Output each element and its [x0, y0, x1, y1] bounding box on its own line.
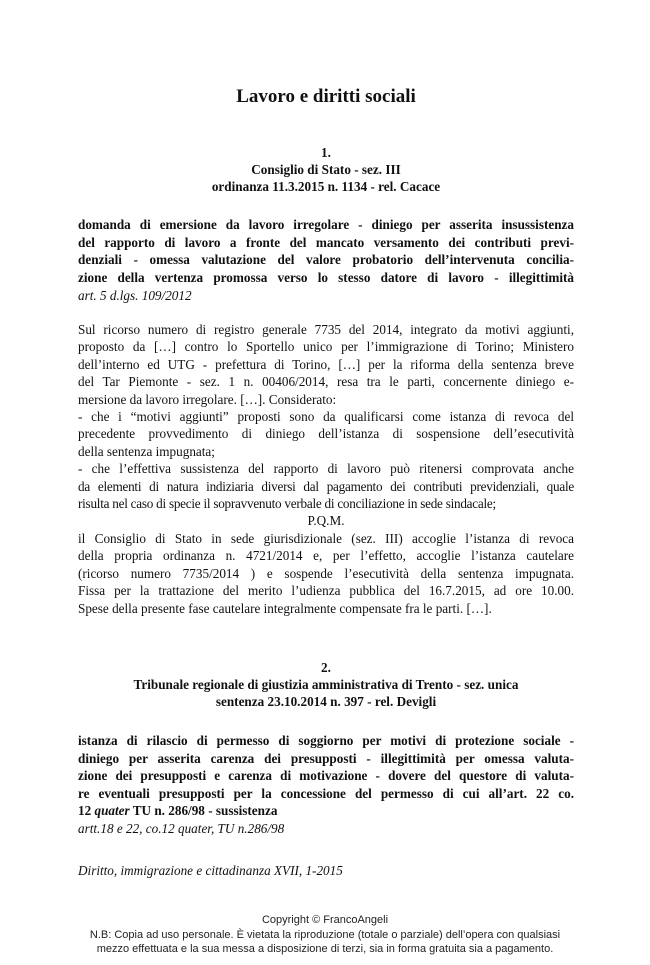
section-1-body: [78, 321, 574, 617]
section-1-court: Consiglio di Stato - sez. III: [251, 162, 401, 177]
body-line: mersione da lavoro irregolare. […]. Considerato:: [78, 391, 337, 407]
decision-line: Spese della presente fase cautelare integralmente compensate fra le parti. […].: [78, 600, 492, 616]
massima-line: denziali - omessa valutazione del valore probatorio dell’intervenuta concilia-: [78, 252, 574, 268]
body-line: risulta nel caso di specie il sopravvenuto verbale di conciliazione in sede sindacale;: [78, 496, 496, 512]
body-line: da elementi di natura indiziaria diversi dal pagamento dei contributi previdenziali, quale: [78, 478, 574, 494]
massima-text: 12: [78, 803, 95, 819]
massima-text: TU n. 286/98 - sussistenza: [129, 803, 278, 819]
page-title: Lavoro e diritti sociali: [236, 86, 416, 107]
decision-line: Fissa per la trattazione del merito l’udienza pubblica del 16.7.2015, ad ore 10.00.: [78, 583, 574, 599]
section-1-massima: [78, 216, 574, 286]
decision-line: il Consiglio di Stato in sede giurisdizionale (sez. III) accoglie l’istanza di revoca: [78, 530, 574, 546]
journal-citation: Diritto, immigrazione e cittadinanza XVII, 1-2015: [78, 863, 343, 878]
copyright-note: mezzo effettuata e la sua messa a disposizione di terzi, sia in forma gratuita sia a pagamento.: [96, 943, 554, 955]
pqm-heading: P.Q.M.: [307, 513, 345, 529]
copyright-footer: [0, 913, 650, 957]
decision-line: della propria ordinanza n. 4721/2014 e, per l’effetto, accoglie l’istanza cautelare: [78, 548, 574, 564]
massima-italic-text: quater: [94, 803, 130, 819]
section-2-header: [78, 659, 574, 710]
copyright-line: Copyright © FrancoAngeli: [261, 914, 389, 926]
body-line: - che i “motivi aggiunti” proposti sono da qualificarsi come istanza di revoca del: [78, 409, 574, 425]
section-2-law-reference: artt.18 e 22, co.12 quater, TU n.286/98: [78, 821, 285, 836]
section-2-massima: [78, 732, 574, 820]
section-1-number: 1.: [321, 145, 331, 160]
body-line: proposto da […] contro lo Sportello unico per l’immigrazione di Torino; Ministero: [78, 339, 574, 355]
massima-line: re eventuali presupposti per la concessione del permesso di cui all’art. 22 co.: [78, 785, 574, 801]
massima-line: domanda di emersione da lavoro irregolare - diniego per asserita insussistenza: [78, 217, 574, 232]
body-line: - che l’effettiva sussistenza del rapporto di lavoro può ritenersi comprovata anche: [78, 461, 574, 477]
massima-line: diniego per asserita carenza dei presupposti - illegittimità per omessa valuta-: [78, 750, 574, 766]
body-line: dell’interno ed UTG - prefettura di Torino, […] per la riforma della sentenza breve: [78, 356, 574, 372]
section-2-court: Tribunale regionale di giustizia amministrativa di Trento - sez. unica: [133, 677, 519, 692]
section-2-number: 2.: [321, 660, 331, 675]
copyright-note: N.B: Copia ad uso personale. È vietata la riproduzione (totale o parziale) dell’opera con qualsiasi: [89, 928, 561, 941]
body-line: precedente provvedimento di diniego dell’istanza di sospensione dell’esecutività: [78, 426, 574, 442]
section-1-ruling: ordinanza 11.3.2015 n. 1134 - rel. Cacace: [211, 179, 441, 194]
section-1-law-reference: art. 5 d.lgs. 109/2012: [78, 288, 192, 303]
massima-line: istanza di rilascio di permesso di soggiorno per motivi di protezione sociale -: [78, 733, 574, 748]
section-2-ruling: sentenza 23.10.2014 n. 397 - rel. Devigli: [215, 694, 437, 709]
body-line: Sul ricorso numero di registro generale 7735 del 2014, integrato da motivi aggiunti,: [78, 322, 574, 337]
section-1-header: [78, 144, 574, 195]
body-line: del Tar Piemonte - sez. 1 n. 00406/2014, resa tra le parti, concernente diniego e-: [78, 374, 574, 390]
massima-line: zione dei presupposti e carenza di motivazione - dovere del questore di valuta-: [78, 768, 574, 784]
body-line: della sentenza impugnata;: [78, 443, 215, 459]
massima-line: del rapporto di lavoro a fronte del mancato versamento dei contributi previ-: [78, 234, 574, 250]
massima-line: zione della vertenza promossa verso lo stesso datore di lavoro - illegittimità: [78, 269, 574, 285]
massima-line: [78, 802, 574, 820]
decision-line: (ricorso numero 7735/2014 ) e sospende l’esecutività della sentenza impugnata.: [78, 565, 574, 581]
